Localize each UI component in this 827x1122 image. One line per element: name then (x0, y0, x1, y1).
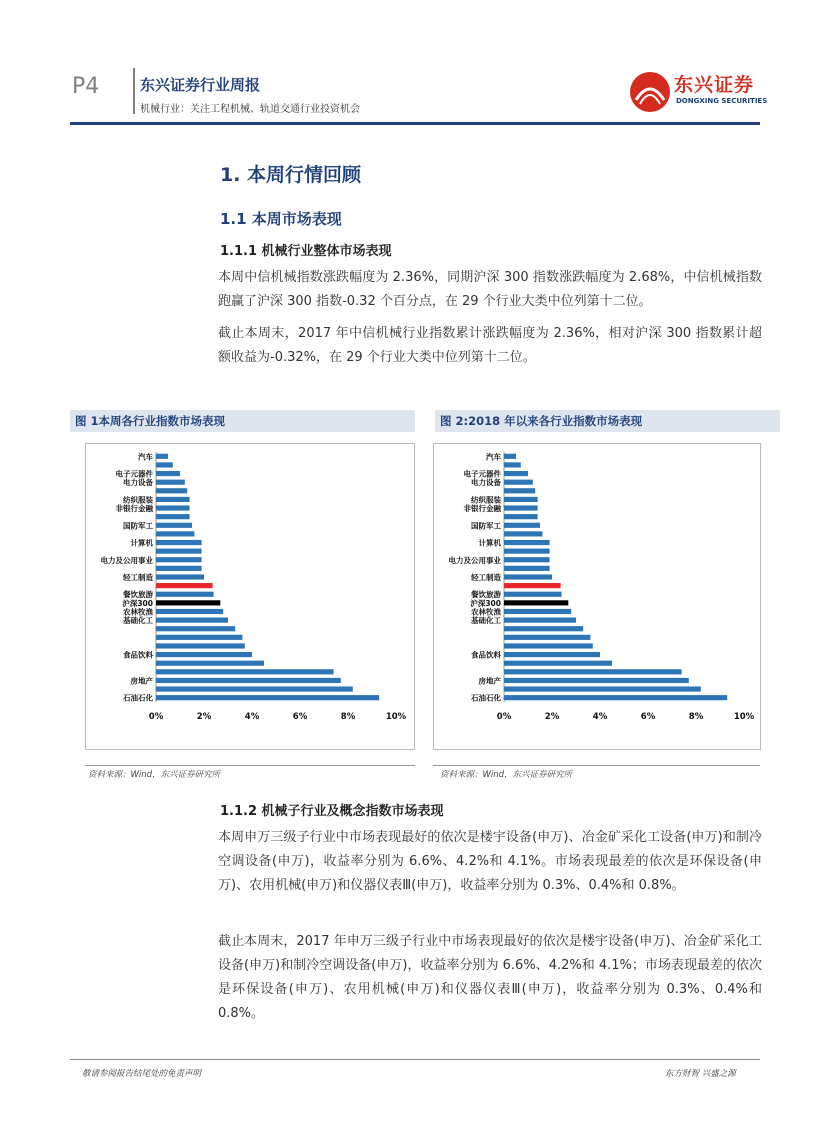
category-label: 石油石化 (471, 693, 501, 703)
footer-disclaimer: 敬请参阅报告结尾处的免责声明 (82, 1069, 202, 1079)
category-label: 非银行金融 (463, 504, 501, 514)
bar (156, 540, 202, 545)
bar (504, 497, 538, 502)
bar (504, 523, 540, 528)
section-heading-1: 1. 本周行情回顾 (220, 164, 362, 186)
bar (504, 652, 600, 657)
bar (504, 669, 682, 674)
category-label: 餐饮旅游 (471, 590, 501, 600)
paragraph: 本周申万三级子行业中市场表现最好的依次是楼宇设备(申万)、冶金矿采化工设备(申万)和制冷空调设备(申万)，收益率分别为 6.6%、4.2%和 4.1%。市场表现最差的依次是环保设备(申万)、农用机械(申万)和仪器仪表Ⅲ(申万)，收益率分别为 0.3%、0.4%和 0.8%。 (218, 830, 762, 893)
x-tick-label: 4% (592, 712, 608, 722)
bar (156, 488, 187, 493)
bar (156, 695, 379, 700)
figure-1-rule (85, 765, 415, 766)
bar (504, 600, 568, 605)
bar (504, 540, 550, 545)
bar (156, 661, 264, 666)
figure-2-source: 资料来源：Wind，东兴证券研究所 (440, 770, 573, 780)
bar (156, 635, 242, 640)
bar (504, 592, 562, 597)
logo-text: 东兴证券 (674, 74, 755, 96)
bar (504, 471, 528, 476)
category-label: 计算机 (130, 538, 153, 548)
bar (156, 669, 334, 674)
bar (504, 609, 571, 614)
category-label: 轻工制造 (123, 573, 153, 582)
bar (156, 505, 190, 510)
bar (156, 618, 228, 623)
header-divider (133, 68, 135, 114)
bar (156, 566, 202, 571)
category-label: 房地产 (478, 676, 501, 686)
bar (504, 643, 593, 648)
category-label: 非银行金融 (115, 504, 153, 514)
figure-2-caption: 图 2:2018 年以来各行业指数市场表现 (435, 410, 780, 432)
bar (156, 609, 223, 614)
figure-1-source: 资料来源：Wind，东兴证券研究所 (88, 770, 221, 780)
section-heading-1-1-2: 1.1.2 机械子行业及概念指数市场表现 (220, 804, 444, 819)
category-label: 电子元器件 (463, 469, 501, 479)
bar (156, 652, 252, 657)
bar (156, 600, 220, 605)
x-tick-label: 2% (196, 712, 212, 722)
x-tick-label: 2% (544, 712, 560, 722)
bar (156, 549, 202, 554)
bar (504, 505, 538, 510)
bar (504, 635, 590, 640)
bar (156, 514, 190, 519)
figure-2-rule (433, 765, 760, 766)
bar (504, 549, 550, 554)
x-tick-label: 10% (733, 712, 755, 722)
category-label: 食品饮料 (123, 650, 153, 660)
category-label: 电力及公用事业 (448, 555, 501, 565)
bar (504, 686, 701, 691)
paragraph: 本周中信机械指数涨跌幅度为 2.36%，同期沪深 300 指数涨跌幅度为 2.68%，中信机械指数跑赢了沪深 300 指数-0.32 个百分点，在 29 个行业大类中位列第十二位。 (218, 270, 762, 309)
bar (156, 574, 204, 579)
bar (504, 574, 552, 579)
figure-1-frame (85, 443, 415, 750)
bar (156, 531, 194, 536)
x-tick-label: 0% (148, 712, 164, 722)
bar (156, 471, 180, 476)
bar (504, 618, 576, 623)
bar (504, 678, 689, 683)
category-label: 国防军工 (471, 521, 501, 531)
category-label: 餐饮旅游 (123, 590, 153, 600)
bar (156, 462, 173, 467)
category-label: 沪深300 (470, 598, 501, 608)
x-tick-label: 6% (292, 712, 308, 722)
bar (504, 695, 727, 700)
bar (156, 523, 192, 528)
x-tick-label: 6% (640, 712, 656, 722)
bar (156, 592, 214, 597)
x-tick-label: 0% (496, 712, 512, 722)
bar (156, 454, 168, 459)
bar (504, 454, 516, 459)
figure-2-frame (433, 443, 761, 750)
category-label: 电力及公用事业 (100, 555, 153, 565)
bar (156, 643, 245, 648)
category-label: 轻工制造 (471, 573, 501, 582)
category-label: 汽车 (138, 452, 153, 462)
category-label: 国防军工 (123, 521, 153, 531)
figure-2-chart (434, 444, 760, 749)
footer-slogan: 东方财智 兴盛之源 (665, 1069, 736, 1079)
bar (504, 462, 521, 467)
bar (156, 686, 353, 691)
page-number: P4 (72, 74, 100, 99)
section-heading-1-1-1: 1.1.1 机械行业整体市场表现 (220, 244, 392, 259)
bar (504, 480, 533, 485)
section-heading-1-1: 1.1 本周市场表现 (220, 210, 342, 228)
category-label: 电子元器件 (115, 469, 153, 479)
bar (504, 531, 542, 536)
category-label: 沪深300 (122, 598, 153, 608)
logo-subtext: DONGXING SECURITIES (676, 97, 768, 105)
figure-1-chart (86, 444, 414, 749)
bar (504, 583, 561, 588)
category-label: 基础化工 (471, 616, 501, 626)
bar (156, 557, 202, 562)
bar (504, 566, 550, 571)
bar (504, 661, 612, 666)
category-label: 石油石化 (123, 693, 153, 703)
bar (504, 514, 538, 519)
category-label: 汽车 (486, 452, 501, 462)
x-tick-label: 8% (340, 712, 356, 722)
category-label: 农林牧渔 (123, 607, 153, 617)
category-label: 电力设备 (471, 478, 501, 488)
bar (156, 497, 190, 502)
header-rule (70, 122, 760, 125)
category-label: 电力设备 (123, 478, 153, 488)
category-label: 纺织服装 (123, 495, 153, 505)
bar (156, 480, 185, 485)
category-label: 纺织服装 (471, 495, 501, 505)
x-tick-label: 10% (385, 712, 407, 722)
category-label: 基础化工 (123, 616, 153, 626)
paragraph: 截止本周末，2017 年中信机械行业指数累计涨跌幅度为 2.36%，相对沪深 300 指数累计超额收益为-0.32%，在 29 个行业大类中位列第十二位。 (218, 326, 762, 365)
bar (156, 583, 213, 588)
paragraph: 截止本周末，2017 年申万三级子行业中市场表现最好的依次是楼宇设备(申万)、冶金矿采化工设备(申万)和制冷空调设备(申万)，收益率分别为 6.6%、4.2%和 4.1%；市场表现最差的依次是环保设备(申万)、农用机械(申万)和仪器仪表Ⅲ(申万)，收益率分别为 0.3%、0.4%和 0.8%。 (218, 934, 762, 1021)
category-label: 房地产 (130, 676, 153, 686)
report-subtitle: 机械行业：关注工程机械、轨道交通行业投资机会 (140, 104, 360, 115)
bar (504, 557, 550, 562)
x-tick-label: 8% (688, 712, 704, 722)
bar (504, 488, 535, 493)
figure-1-caption: 图 1本周各行业指数市场表现 (70, 410, 415, 432)
bar (156, 626, 235, 631)
footer-rule (70, 1059, 760, 1060)
category-label: 食品饮料 (471, 650, 501, 660)
report-title: 东兴证券行业周报 (140, 76, 261, 94)
bar (156, 678, 341, 683)
category-label: 计算机 (478, 538, 501, 548)
x-tick-label: 4% (244, 712, 260, 722)
category-label: 农林牧渔 (471, 607, 501, 617)
bar (504, 626, 583, 631)
